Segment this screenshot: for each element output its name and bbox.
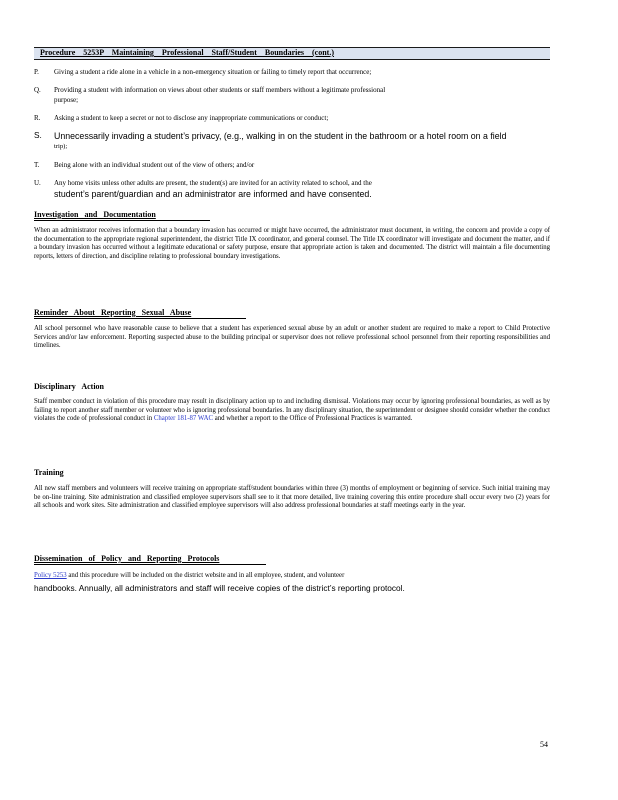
list-text: Asking a student to keep a secret or not to disclose any inappropriate communications or conduct;	[54, 114, 329, 122]
heading-reminder: Reminder About Reporting Sexual Abuse	[34, 308, 192, 317]
list-text: Providing a student with information on views about other students or staff members without a legitimate professional	[54, 86, 386, 94]
list-text: Giving a student a ride alone in a vehicle in a non-emergency situation or failing to timely report that occurrence;	[54, 68, 372, 76]
page-number: 54	[540, 740, 548, 749]
heading-training: Training	[34, 468, 64, 477]
paragraph-reminder: All school personnel who have reasonable cause to believe that a student has experienced sexual abuse by an adult or another student are required to make a report to Child Protective Services and/or law enforcement. Reporting suspected abuse to the building principal or supervisor does not relieve professional school personnel from their reporting responsibilities and timelines.	[34, 325, 550, 350]
disciplinary-text-end: and whether a report to the Office of Professional Practices is warranted.	[214, 415, 413, 423]
list-letter: S.	[34, 130, 42, 140]
paragraph-training: All new staff members and volunteers will receive training on appropriate staff/student boundaries within three (3) months of employment or beginning of service. Such initial training may be on-line training. Site administration and classified employee supervisors shall see to it that more detailed, live training covering this entire procedure shall occur every two (2) years for all schools and work sites. Site administration and classified employee supervisors will also address professional boundaries at staff meetings early in the year.	[34, 485, 550, 510]
page-header-title: Procedure 5253P Maintaining Professional Staff/Student Boundaries (cont.)	[40, 48, 335, 57]
list-text-cont: trip);	[54, 143, 68, 150]
list-text: Being alone with an individual student out of the view of others; and/or	[54, 161, 255, 169]
heading-underline	[34, 220, 210, 221]
list-letter: U.	[34, 179, 41, 187]
paragraph-dissemination-line2: handbooks. Annually, all administrators and staff will receive copies of the district’s reporting protocol.	[34, 583, 405, 593]
heading-dissemination: Dissemination of Policy and Reporting Protocols	[34, 554, 220, 563]
list-letter: T.	[34, 161, 40, 169]
heading-underline	[34, 318, 246, 319]
list-letter: P.	[34, 68, 39, 76]
list-letter: Q.	[34, 86, 41, 94]
paragraph-dissemination	[34, 572, 550, 581]
paragraph-investigation: When an administrator receives information that a boundary invasion has occurred or might have occurred, the administrator must document, in writing, the concern and provide a copy of the documentation to the appropriate regional superintendent, the district Title IX coordinator, and general counsel. The Title IX coordinator will investigate and document the matter, and if a boundary invasion has occurred without a legitimate educational or safety purpose, ensure that appropriate action is taken and documented. The district will maintain a file documenting reports, letters of direction, and discipline relating to professional boundary investigations.	[34, 227, 550, 260]
paragraph-disciplinary	[34, 398, 550, 424]
wac-chapter-link[interactable]: Chapter 181-87 WAC	[153, 415, 214, 423]
heading-investigation: Investigation and Documentation	[34, 210, 156, 219]
list-text: Unnecessarily invading a student’s privacy, (e.g., walking in on the student in the bathroom or a hotel room on a field	[54, 131, 507, 141]
heading-disciplinary: Disciplinary Action	[34, 382, 105, 391]
list-text-cont: purpose;	[54, 96, 79, 104]
list-text-cont: student’s parent/guardian and an administrator are informed and have consented.	[54, 189, 372, 199]
heading-underline	[34, 564, 266, 565]
list-text: Any home visits unless other adults are present, the student(s) are invited for an activity related to school, and the	[54, 179, 372, 187]
dissemination-text: and this procedure will be included on the district website and in all employee, student, and volunteer	[68, 572, 345, 579]
list-letter: R.	[34, 114, 41, 122]
policy-5253-link[interactable]: Policy 5253	[34, 572, 67, 579]
disciplinary-text: Staff member conduct in violation of this procedure may result in disciplinary action up to and including dismissal. Violations may occur by ignoring professional boundaries, as well as by failing to report another staff member or volunteer who is ignoring professional boundaries. In any disciplinary situation, the superintendent or designee should consider whether the conduct violates the code of professional conduct in	[34, 398, 550, 423]
